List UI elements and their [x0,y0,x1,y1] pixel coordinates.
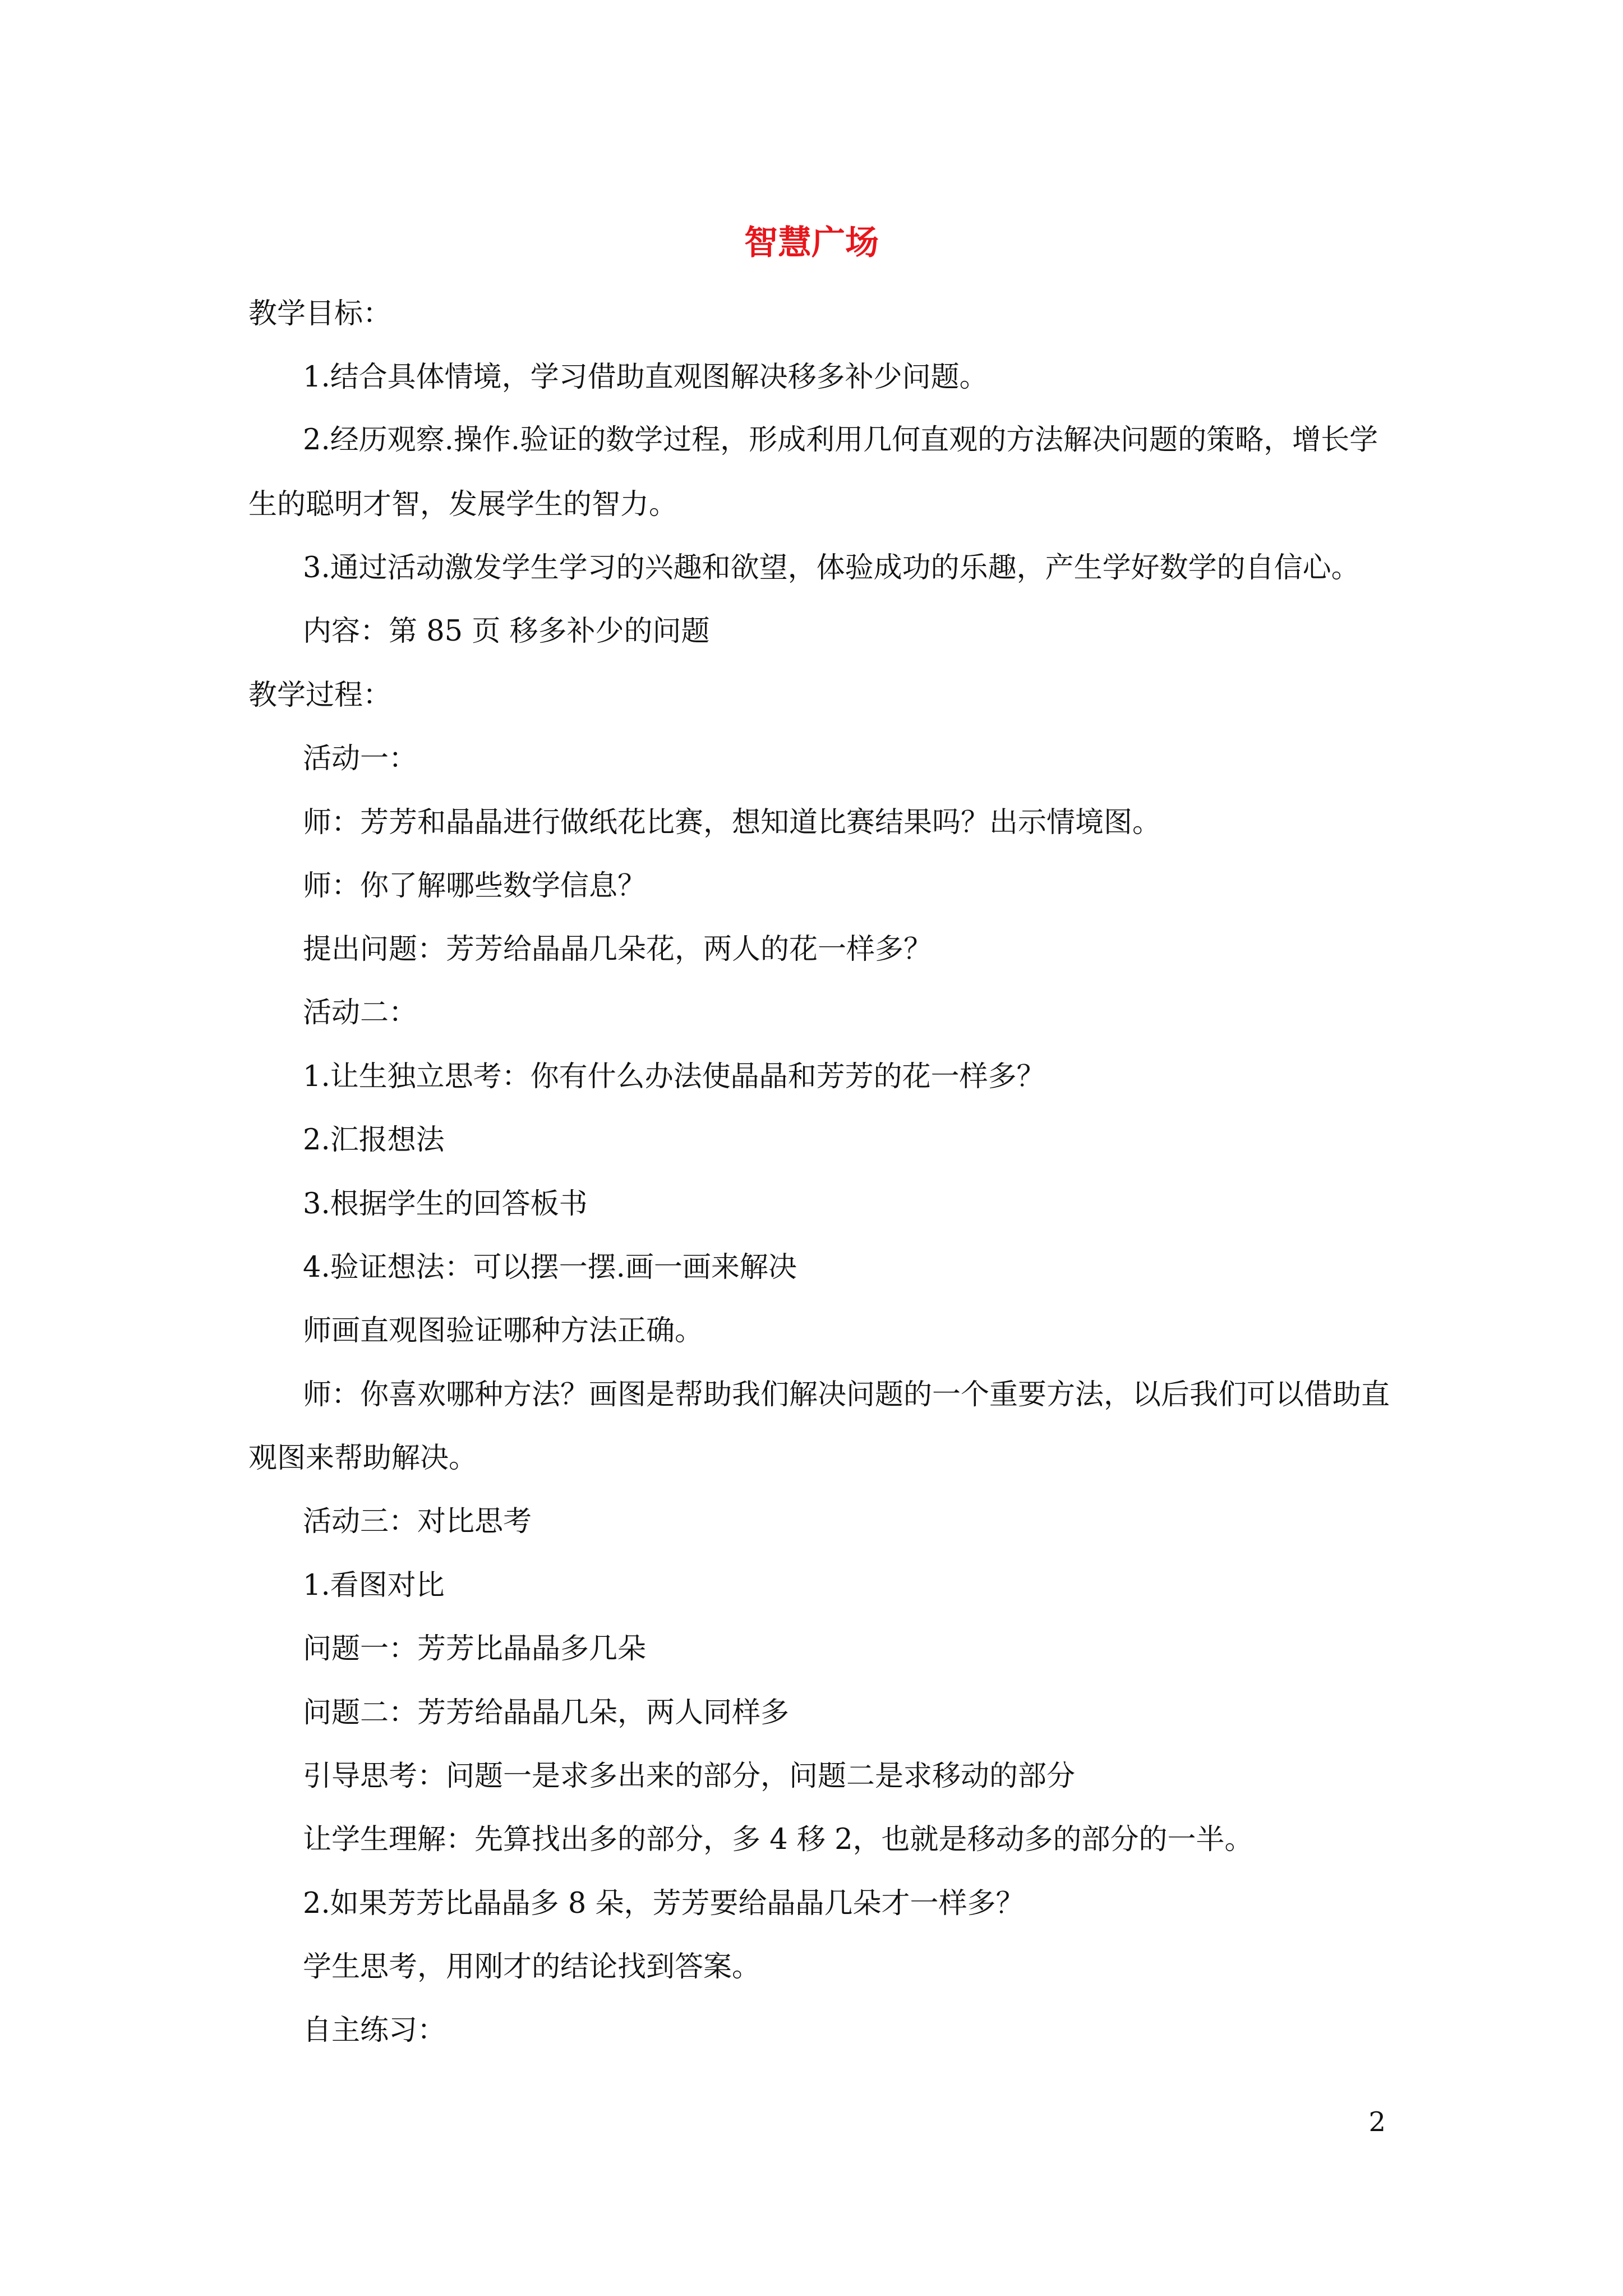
text-line: 师：你了解哪些数学信息？ [303,869,647,903]
text-line: 1.让生独立思考：你有什么办法使晶晶和芳芳的花一样多？ [303,1060,1045,1093]
text-line: 问题二：芳芳给晶晶几朵，两人同样多 [303,1696,790,1729]
text-line: 活动三：对比思考 [303,1505,532,1538]
text-line: 师：芳芳和晶晶进行做纸花比赛，想知道比赛结果吗？出示情境图。 [303,806,1161,839]
text-line: 学生思考，用刚才的结论找到答案。 [303,1950,761,1984]
text-line: 活动二： [303,996,418,1029]
text-line: 提出问题：芳芳给晶晶几朵花，两人的花一样多？ [303,933,933,966]
text-line: 问题一：芳芳比晶晶多几朵 [303,1632,647,1665]
text-line: 自主练习： [303,2014,446,2047]
text-line: 观图来帮助解决。 [248,1442,478,1475]
page-title: 智慧广场 [744,223,879,263]
text-line: 生的聪明才智，发展学生的智力。 [248,488,678,521]
page-number: 2 [1368,2106,1386,2138]
text-line: 内容：第 85 页 移多补少的问题 [303,615,710,648]
text-line: 师画直观图验证哪种方法正确。 [303,1314,704,1347]
text-line: 让学生理解：先算找出多的部分，多 4 移 2，也就是移动多的部分的一半。 [303,1823,1253,1856]
text-line: 2.如果芳芳比晶晶多 8 朵，芳芳要给晶晶几朵才一样多？ [303,1887,1025,1920]
text-line: 2.汇报想法 [303,1124,445,1157]
text-line: 师：你喜欢哪种方法？画图是帮助我们解决问题的一个重要方法，以后我们可以借助直 [303,1378,1390,1411]
text-line: 3.根据学生的回答板书 [303,1188,588,1221]
text-line: 活动一： [303,742,418,775]
text-line: 1.看图对比 [303,1569,445,1602]
text-line: 引导思考：问题一是求多出来的部分，问题二是求移动的部分 [303,1760,1076,1793]
text-line: 教学过程： [248,679,392,712]
text-line: 3.通过活动激发学生学习的兴趣和欲望，体验成功的乐趣，产生学好数学的自信心。 [303,551,1360,585]
text-line: 2.经历观察.操作.验证的数学过程，形成利用几何直观的方法解决问题的策略，增长学 [303,424,1378,457]
text-line: 1.结合具体情境，学习借助直观图解决移多补少问题。 [303,361,988,394]
text-line: 教学目标： [248,297,392,330]
text-line: 4.验证想法：可以摆一摆.画一画来解决 [303,1251,797,1284]
